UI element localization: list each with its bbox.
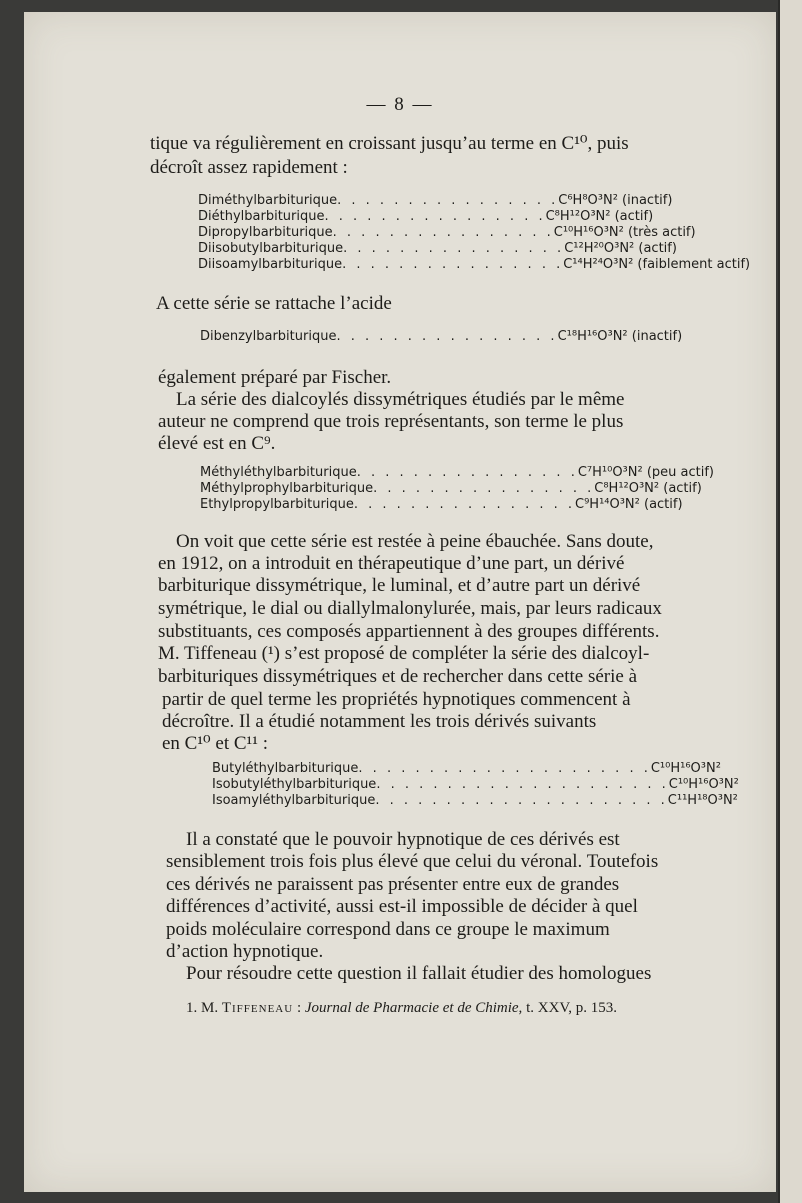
compound-formula: C¹¹H¹⁸O³N² bbox=[667, 793, 738, 808]
compound-formula: C⁶H⁸O³N² (inactif) bbox=[558, 193, 673, 208]
table-row bbox=[212, 777, 739, 793]
footnote-marker: 1. M. bbox=[186, 1000, 219, 1016]
dot-leader: . . . . . . . . . . . . . . . . bbox=[337, 193, 559, 208]
text-line: décroît assez rapidement : bbox=[150, 157, 348, 178]
compound-name: Diméthylbarbiturique bbox=[198, 193, 338, 208]
table-row bbox=[198, 241, 677, 257]
dot-leader: . . . . . . . . . . . . . . . . bbox=[343, 241, 565, 256]
compound-formula: C¹⁰H¹⁶O³N² (très actif) bbox=[553, 225, 696, 240]
compound-name: Ethylpropylbarbiturique bbox=[200, 497, 354, 512]
text-line: symétrique, le dial ou diallylmalonylurée, mais, par leurs radicaux bbox=[158, 598, 662, 619]
text-line: en C¹⁰ et C¹¹ : bbox=[162, 733, 268, 754]
text-line: décroître. Il a étudié notamment les trois dérivés suivants bbox=[162, 711, 597, 732]
compound-name: Méthylprophylbarbiturique bbox=[200, 481, 374, 496]
table-row bbox=[212, 761, 721, 777]
compound-name: Diisoamylbarbiturique bbox=[198, 257, 343, 272]
symmetric-series-table bbox=[198, 193, 751, 273]
compound-name: Dipropylbarbiturique bbox=[198, 225, 333, 240]
footnote-author: Tiffeneau bbox=[221, 1000, 294, 1016]
dot-leader: . . . . . . . . . . . . . . . . bbox=[324, 209, 546, 224]
compound-name: Isobutyléthylbarbiturique bbox=[212, 777, 377, 792]
text-line: ces dérivés ne paraissent pas présenter entre eux de grandes bbox=[166, 874, 620, 895]
text-line: A cette série se rattache l’acide bbox=[156, 293, 392, 314]
text-line: poids moléculaire correspond dans ce groupe le maximum bbox=[166, 919, 610, 940]
text-line: substituants, ces composés appartiennent à des groupes différents. bbox=[158, 621, 660, 642]
dot-leader: . . . . . . . . . . . . . . . . . . . . . bbox=[375, 793, 668, 808]
text-line: différences d’activité, aussi est-il impossible de décider à quel bbox=[166, 896, 638, 917]
compound-name: Dibenzylbarbiturique bbox=[200, 329, 337, 344]
dissymmetric-series-table bbox=[200, 465, 714, 513]
text-line: Pour résoudre cette question il fallait étudier des homologues bbox=[186, 963, 652, 984]
dot-leader: . . . . . . . . . . . . . . . . . . . . . bbox=[376, 777, 669, 792]
dibenzyl-table bbox=[200, 329, 683, 345]
compound-formula: C¹⁴H²⁴O³N² (faiblement actif) bbox=[563, 257, 751, 272]
text-line: également préparé par Fischer. bbox=[158, 367, 392, 388]
page-number: — 8 — bbox=[366, 94, 434, 115]
compound-name: Diisobutylbarbiturique bbox=[198, 241, 344, 256]
compound-name: Diéthylbarbiturique bbox=[198, 209, 325, 224]
compound-formula: C¹⁰H¹⁶O³N² bbox=[650, 761, 721, 776]
dot-leader: . . . . . . . . . . . . . . . . bbox=[353, 497, 575, 512]
table-row bbox=[198, 193, 673, 209]
table-row bbox=[198, 257, 751, 273]
text-line: On voit que cette série est restée à peine ébauchée. Sans doute, bbox=[176, 531, 654, 552]
next-page-edge bbox=[778, 0, 802, 1203]
text-line: auteur ne comprend que trois représentants, son terme le plus bbox=[158, 411, 624, 432]
text-line: M. Tiffeneau (¹) s’est proposé de compléter la série des dialcoyl- bbox=[158, 643, 650, 664]
text-line: d’action hypnotique. bbox=[166, 941, 324, 962]
compound-formula: C⁷H¹⁰O³N² (peu actif) bbox=[577, 465, 714, 480]
table-row bbox=[200, 497, 683, 513]
compound-formula: C¹⁰H¹⁶O³N² bbox=[668, 777, 739, 792]
text-line: Il a constaté que le pouvoir hypnotique de ces dérivés est bbox=[186, 829, 620, 850]
dot-leader: . . . . . . . . . . . . . . . . . . . . . bbox=[358, 761, 651, 776]
footnote-journal: Journal de Pharmacie et de Chimie, bbox=[304, 1000, 523, 1016]
text-line: élevé est en C⁹. bbox=[158, 433, 276, 454]
compound-formula: C⁸H¹²O³N² (actif) bbox=[594, 481, 702, 496]
compound-name: Méthyléthylbarbiturique bbox=[200, 465, 357, 480]
text-line: sensiblement trois fois plus élevé que celui du véronal. Toutefois bbox=[166, 851, 659, 872]
text-line: barbiturique dissymétrique, le luminal, et d’autre part un dérivé bbox=[158, 575, 641, 596]
compound-formula: C¹⁸H¹⁶O³N² (inactif) bbox=[557, 329, 683, 344]
table-row bbox=[198, 209, 668, 225]
table-row bbox=[200, 465, 714, 481]
text-line: en 1912, on a introduit en thérapeutique d’une part, un dérivé bbox=[158, 553, 625, 574]
table-row bbox=[198, 225, 696, 241]
dot-leader: . . . . . . . . . . . . . . . . bbox=[332, 225, 554, 240]
footnote bbox=[186, 1000, 617, 1017]
compound-formula: C⁸H¹²O³N² (actif) bbox=[545, 209, 654, 224]
text-line: partir de quel terme les propriétés hypnotiques commencent à bbox=[162, 689, 631, 710]
footnote-reference: t. XXV, p. 153. bbox=[522, 1000, 618, 1016]
compound-name: Isoamyléthylbarbiturique bbox=[212, 793, 376, 808]
text-line: barbituriques dissymétriques et de rechercher dans cette série à bbox=[158, 666, 638, 687]
compound-formula: C⁹H¹⁴O³N² (actif) bbox=[575, 497, 683, 512]
table-row bbox=[200, 329, 683, 345]
dot-leader: . . . . . . . . . . . . . . . . bbox=[356, 465, 578, 480]
tiffeneau-derivatives-table bbox=[212, 761, 739, 809]
compound-formula: C¹²H²⁰O³N² (actif) bbox=[564, 241, 677, 256]
dot-leader: . . . . . . . . . . . . . . . . bbox=[373, 481, 595, 496]
text-line: tique va régulièrement en croissant jusqu’au terme en C¹⁰, puis bbox=[150, 133, 629, 154]
table-row bbox=[212, 793, 738, 809]
compound-name: Butyléthylbarbiturique bbox=[212, 761, 359, 776]
table-row bbox=[200, 481, 702, 497]
dot-leader: . . . . . . . . . . . . . . . . bbox=[336, 329, 558, 344]
footnote-separator: : bbox=[293, 1000, 305, 1016]
text-line: La série des dialcoylés dissymétriques étudiés par le même bbox=[176, 389, 625, 410]
dot-leader: . . . . . . . . . . . . . . . . bbox=[342, 257, 564, 272]
